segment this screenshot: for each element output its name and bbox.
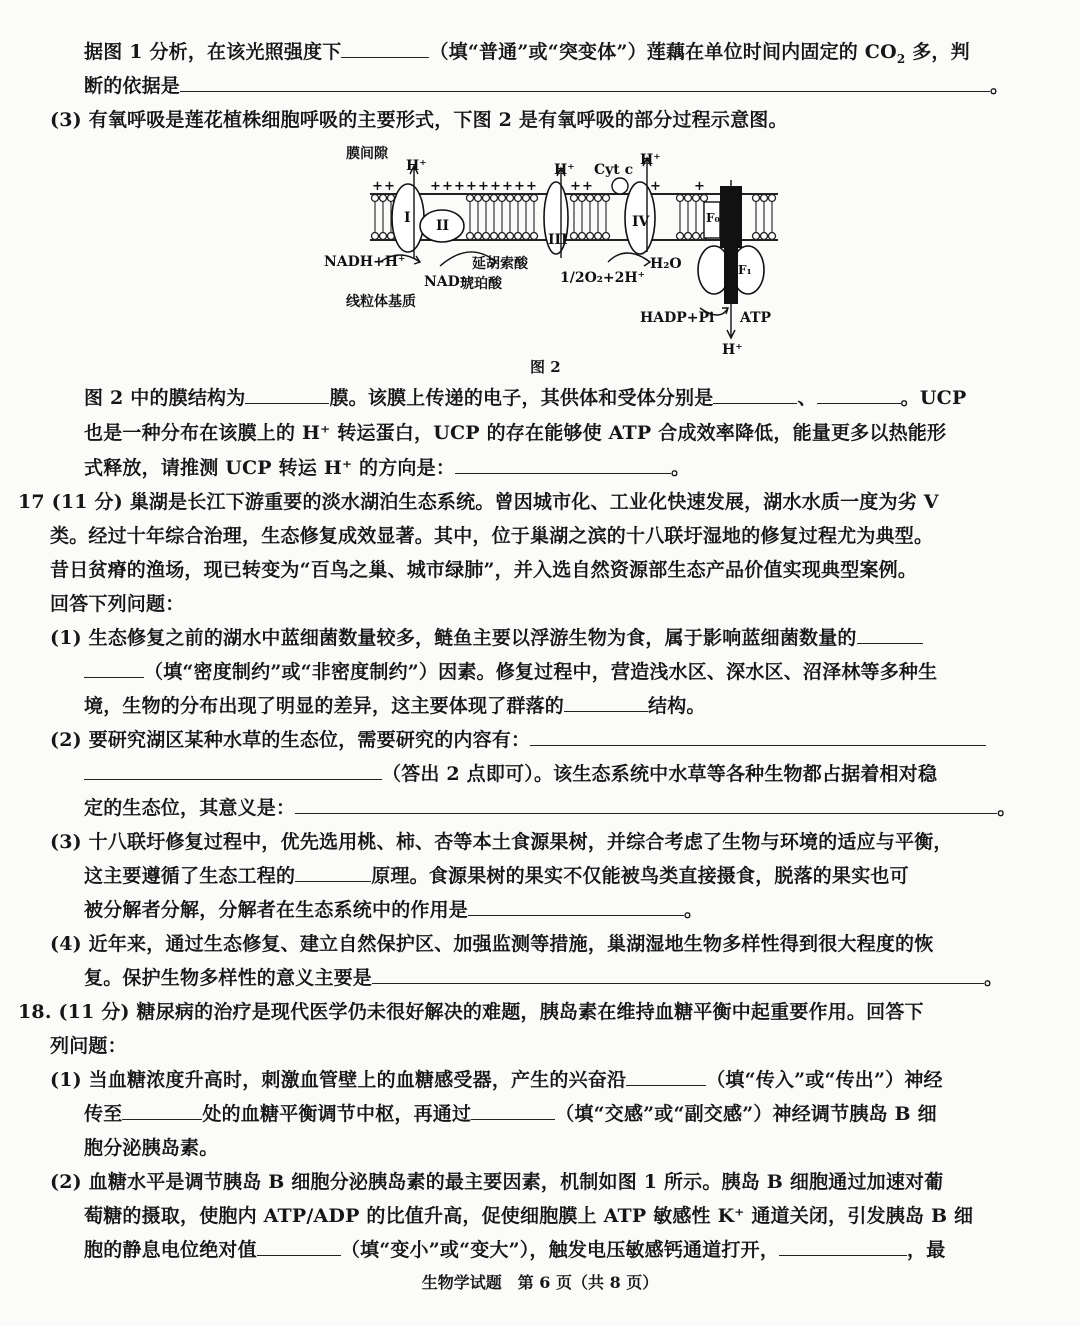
text-line: 回答下列问题： [50,593,185,615]
intermembrane-label: 膜间隙 [346,146,388,162]
cytc-label: Cyt c [594,162,634,178]
svg-text:+: + [384,179,395,194]
answer-blank[interactable] [564,693,648,712]
answer-blank[interactable] [372,965,984,984]
answer-blank[interactable] [245,385,329,404]
text-line: 昔日贫瘠的渔场，现已转变为“百鸟之巢、城市绿肺”，并入选自然资源部生态产品价值实现典型案例。 [50,559,918,581]
answer-blank[interactable] [713,385,797,404]
text-line: 这主要遵循了生态工程的 原理。食源果树的果实不仅能被鸟类直接摄食，脱落的果实也可 [84,865,909,887]
answer-blank[interactable] [257,1237,341,1256]
complex-4-label: IV [632,214,650,230]
text-line: 境，生物的分布出现了明显的差异，这主要体现了群落的 结构。 [84,695,706,717]
text-line: (3) 十八联圩修复过程中，优先选用桃、柿、杏等本土食源果树，并综合考虑了生物与环境的适应与平衡， [50,831,953,853]
f1-label: F₁ [738,263,752,277]
answer-blank[interactable] [779,1237,907,1256]
answer-blank[interactable] [295,863,371,882]
text-line: (2) 血糖水平是调节胰岛 B 细胞分泌胰岛素的最主要因素，机制如图 1 所示。胰岛 B 细胞通过加速对葡 [50,1171,944,1193]
hadp-label: HADP+Pi [640,310,715,326]
svg-text:+: + [372,179,383,194]
svg-text:+: + [478,179,489,194]
answer-blank[interactable] [295,795,997,814]
svg-text:+: + [582,179,593,194]
h-plus-label: H⁺ [406,158,427,174]
answer-blank[interactable] [84,761,382,780]
text-line: 定的生态位，其意义是： 。 [84,797,1017,819]
answer-blank[interactable] [468,897,684,916]
text-line: 萄糖的摄取，使胞内 ATP/ADP 的比值升高，促使细胞膜上 ATP 敏感性 K⁺ 通道关闭，引发胰岛 B 细 [84,1205,974,1227]
text-line: 传至 处的血糖平衡调节中枢，再通过 （填“交感”或“副交感”）神经调节胰岛 B 细 [84,1103,937,1125]
nadh-label: NADH+H⁺ [324,254,406,270]
answer-blank[interactable] [626,1067,706,1086]
svg-text:+: + [526,179,537,194]
page-footer: 生物学试题 第 6 页（共 8 页） [421,1273,659,1292]
text-line: 胞的静息电位绝对值 （填“变小”或“变大”），触发电压敏感钙通道打开， ，最 [84,1239,946,1261]
succinate-label: 琥珀酸 [460,276,502,292]
text-line-4: 图 2 中的膜结构为 膜。该膜上传递的电子，其供体和受体分别是 、 。UCP [84,387,967,409]
text-line: (1) 当血糖浓度升高时，刺激血管壁上的血糖感受器，产生的兴奋沿 （填“传入”或“传出”）神经 [50,1069,943,1091]
text-line-5: 也是一种分布在该膜上的 H⁺ 转运蛋白，UCP 的存在能够使 ATP 合成效率降低，能量更多以热能形 [84,422,947,444]
text-line-1: 据图 1 分析，在该光照强度下 （填“普通”或“突变体”）莲藕在单位时间内固定的 $CO_2$ 多，判 [84,41,970,66]
text-line: （答出 2 点即可）。该生态系统中水草等各种生物都占据着相对稳 [84,760,937,788]
text-line: (1) 生态修复之前的湖水中蓝细菌数量较多，鲢鱼主要以浮游生物为食，属于影响蓝细菌数量的 [50,624,923,652]
svg-text:+: + [650,179,661,194]
text-line: 胞分泌胰岛素。 [84,1137,219,1159]
svg-text:+: + [514,179,525,194]
complex-3-label: III [548,232,568,248]
complex-2-label: II [436,218,450,234]
answer-blank[interactable] [180,73,990,92]
svg-text:+: + [466,179,477,194]
text-line: 复。保护生物多样性的意义主要是 。 [84,967,1004,989]
svg-text:+: + [430,179,441,194]
answer-blank[interactable] [84,659,144,678]
svg-text:+: + [694,179,705,194]
atp-label: ATP [740,310,772,326]
answer-blank[interactable] [455,455,671,474]
nad-label: NAD⁺ [424,274,468,290]
h-plus-label: H⁺ [722,342,743,358]
svg-text:+: + [454,179,465,194]
matrix-label: 线粒体基质 [346,294,416,310]
water-label: H₂O [650,256,682,272]
f0-label: F₀ [706,211,720,225]
text-line: (4) 近年来，通过生态修复、建立自然保护区、加强监测等措施，巢湖湿地生物多样性得到很大程度的恢 [50,933,934,955]
text-line-6: 式释放，请推测 UCP 转运 H⁺ 的方向是： 。 [84,457,691,479]
question-18-stem: 18. (11 分) 糖尿病的治疗是现代医学仍未很好解决的难题，胰岛素在维持血糖平衡中起重要作用。回答下 [18,1001,924,1023]
answer-blank[interactable] [341,39,429,58]
svg-text:+: + [570,179,581,194]
answer-blank[interactable] [817,385,901,404]
text-line: （填“密度制约”或“非密度制约”）因素。修复过程中，营造浅水区、深水区、沼泽林等多种生 [84,658,937,686]
svg-text:+: + [442,179,453,194]
respiration-diagram [320,140,800,360]
text-line: 列问题： [50,1035,127,1057]
answer-blank[interactable] [122,1101,202,1120]
svg-text:+: + [502,179,513,194]
h-plus-label: H⁺ [554,162,575,178]
text-line-2: 断的依据是 。 [84,75,1010,97]
cytochrome-c [612,178,628,194]
figure-caption: 图 2 [530,358,561,376]
oxygen-label: 1/2O₂+2H⁺ [560,270,646,286]
question-3-stem: (3) 有氧呼吸是莲花植株细胞呼吸的主要形式，下图 2 是有氧呼吸的部分过程示意图。 [50,109,788,131]
text-line: 类。经过十年综合治理，生态修复成效显著。其中，位于巢湖之滨的十八联圩湿地的修复过程尤为典型。 [50,525,934,547]
complex-1-label: I [404,210,411,226]
text-line: 被分解者分解，分解者在生态系统中的作用是 。 [84,899,704,921]
question-17-stem: 17 (11 分) 巢湖是长江下游重要的淡水湖泊生态系统。曾因城市化、工业化快速发展，湖水水质一度为劣 V [18,491,939,513]
text-line: (2) 要研究湖区某种水草的生态位，需要研究的内容有： [50,726,986,754]
svg-text:+: + [490,179,501,194]
answer-blank[interactable] [471,1101,555,1120]
fumarate-label: 延胡索酸 [472,256,528,272]
h-plus-label: H⁺ [640,152,661,168]
answer-blank[interactable] [530,727,986,746]
answer-blank[interactable] [857,625,923,644]
